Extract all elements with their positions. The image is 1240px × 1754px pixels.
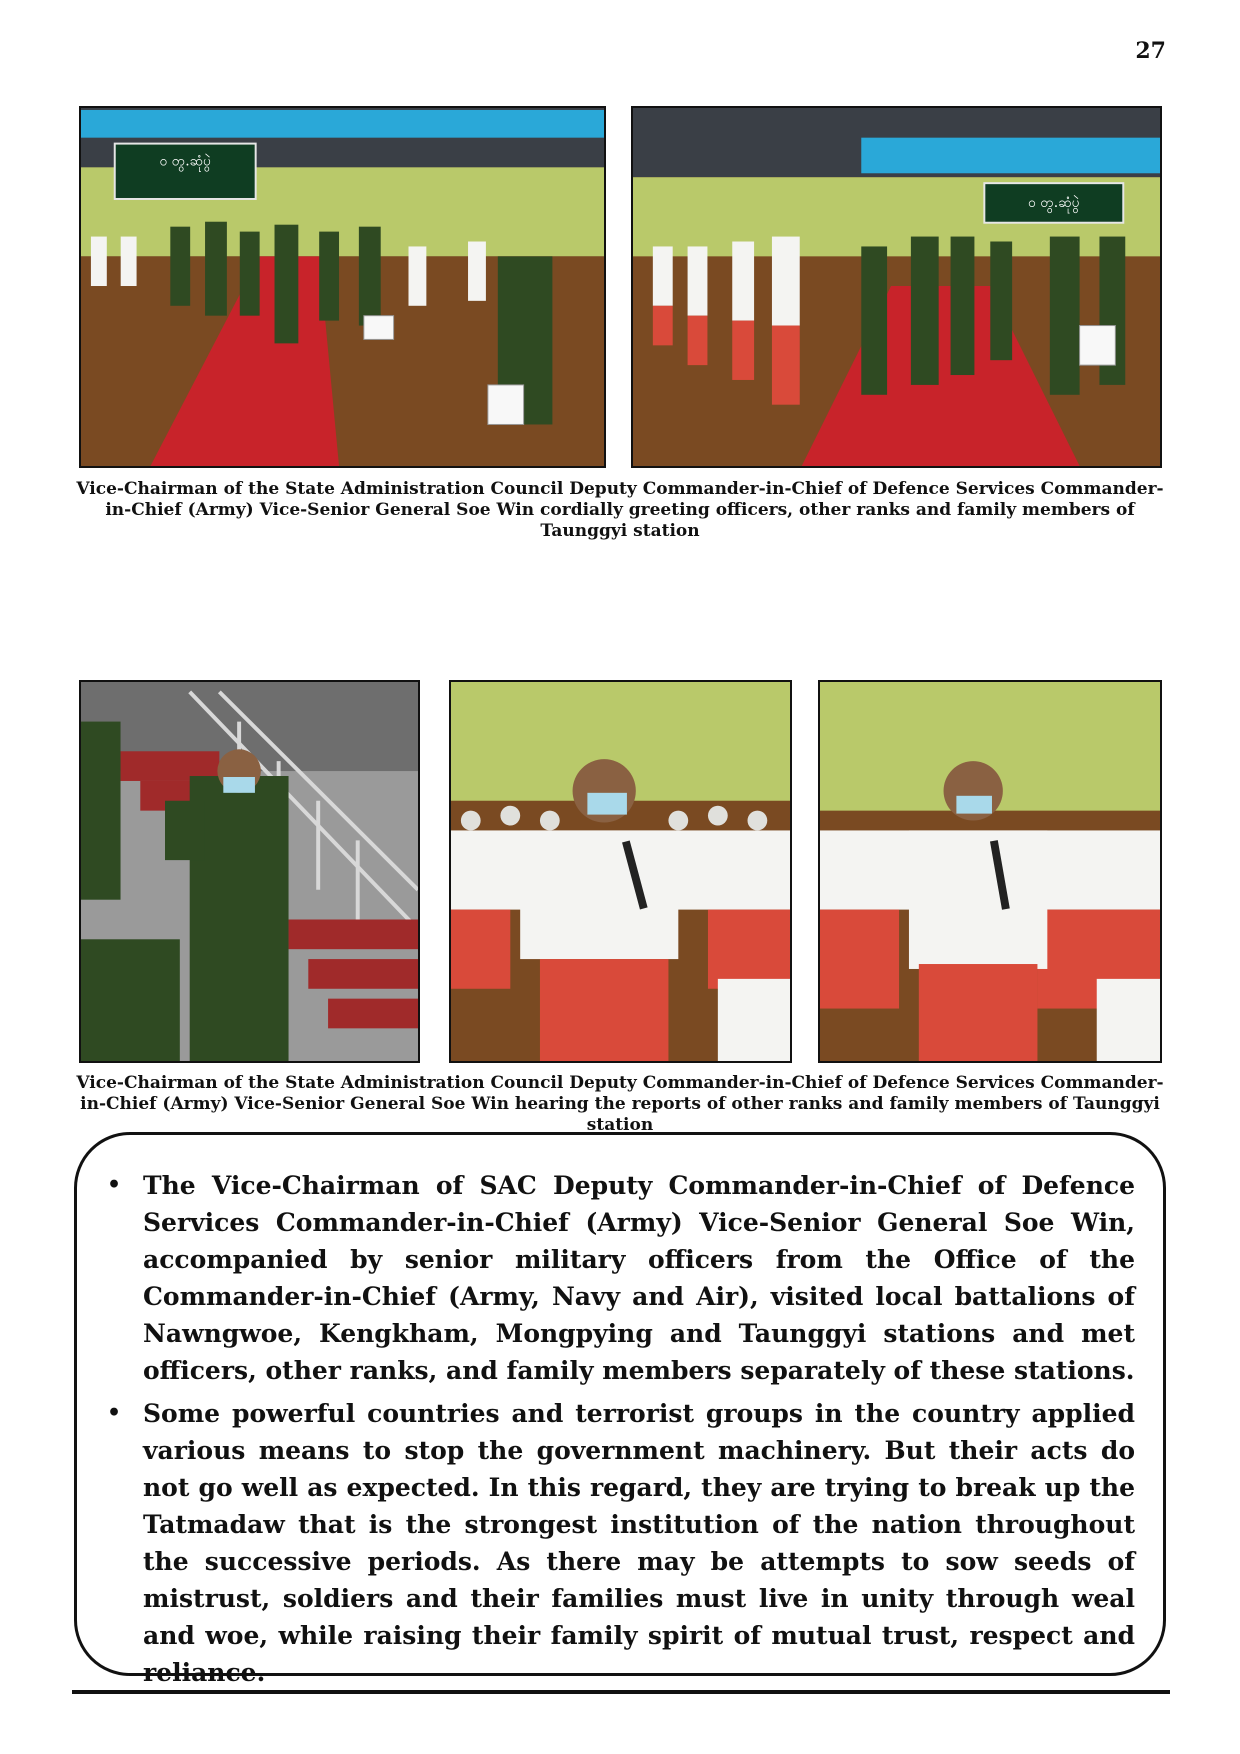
photo-greeting-right <box>631 106 1162 468</box>
photo-greeting-left <box>79 106 606 468</box>
caption-reports: Vice-Chairman of the State Administration Council Deputy Commander-in-Chief of Defence Services Commander-in-Chief (Army) Vice-Senior General Soe Win hearing the reports of other ranks and family members of Taunggyi station <box>76 1073 1164 1135</box>
bullet-icon: • <box>107 1400 122 1426</box>
summary-point-text: The Vice-Chairman of SAC Deputy Commander-in-Chief of Defence Services Commander-in-Chief (Army) Vice-Senior General Soe Win, accompanied by senior military officers from the Office of the Commander-in-Chief (Army, Navy and Air), visited local battalions of Nawngwoe, Kengkham, Mongpying and Taunggyi stations and met officers, other ranks, and family members separately of these stations. <box>143 1171 1135 1385</box>
caption-greeting: Vice-Chairman of the State Administration Council Deputy Commander-in-Chief of Defence Services Commander-in-Chief (Army) Vice-Senior General Soe Win cordially greeting officers, other ranks and family members of Taunggyi station <box>76 479 1164 541</box>
hall-banner-text: ၀ တွ.ဆုံပွဲ <box>159 153 211 170</box>
bottom-rule <box>72 1690 1170 1694</box>
photo-officer-speaking <box>79 680 420 1063</box>
summary-list <box>105 1167 1135 1691</box>
summary-point-text: Some powerful countries and terrorist groups in the country applied various means to stop the government machinery. But their acts do not go well as expected. In this regard, they are trying to break up the Tatmadaw that is the strongest institution of the nation throughout the successive periods. As there may be attempts to sow seeds of mistrust, soldiers and their families must live in unity through weal and woe, while raising their family spirit of mutual trust, respect and reliance. <box>143 1399 1135 1687</box>
summary-point <box>105 1167 1135 1389</box>
hall-banner-text: ၀ တွ.ဆုံပွဲ <box>1028 194 1080 211</box>
summary-point <box>105 1395 1135 1691</box>
bullet-icon: • <box>107 1172 122 1198</box>
page-number: 27 <box>1135 38 1166 64</box>
photo-family-member-speaking-2 <box>818 680 1162 1063</box>
summary-box <box>74 1132 1166 1687</box>
photo-family-member-speaking-1 <box>449 680 792 1063</box>
